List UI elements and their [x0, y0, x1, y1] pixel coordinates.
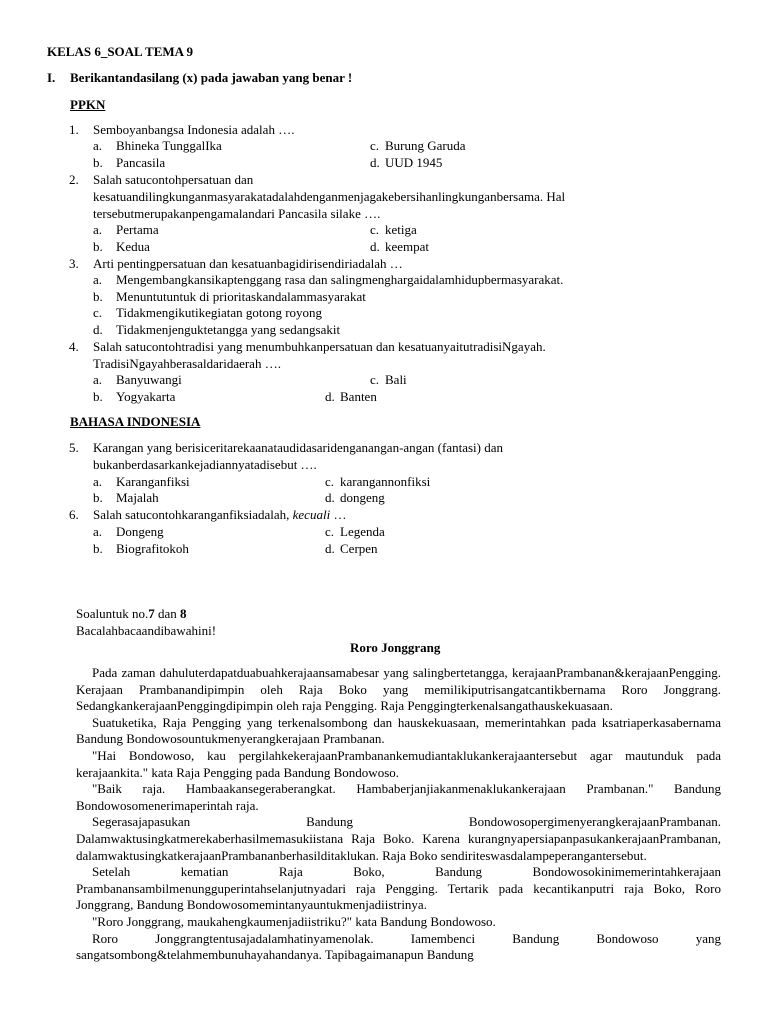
option-text: Biografitokoh	[116, 541, 189, 556]
story-paragraph: "Baik raja. Hambaakansegeraberangkat. Hambaberjanjiakanmenaklukankerajaan Prambanan." Bandung Bondowosomenerimaperintah raja.	[76, 781, 721, 813]
option-letter[interactable]: c.	[370, 138, 380, 153]
option-text: Karanganfiksi	[116, 474, 190, 489]
option-text: Pancasila	[116, 155, 166, 170]
option-text: Menuntutuntuk di prioritaskandalammasyarakat	[116, 289, 366, 304]
option-text: Legenda	[340, 524, 385, 539]
story-paragraph: Setelah kematian Raja Boko, Bandung Bondowosokinimemerintahkerajaan Prambanansambilmenungguperintahselanjutnyadari raja Pengging. Tertarik pada kecantikanputri raja Boko, Roro Jonggrang, Bandung Bondowosomemintanyauntukmenjadiistrinya.	[76, 864, 721, 913]
option-text: Pertama	[116, 222, 159, 237]
story-paragraph: Segerasajapasukan Bandung BondowosopergimenyerangkerajaanPrambanan. Dalamwaktusingkatmerekaberhasilmemasukiistana Raja Boko. Karena kurangnyapersiapanpasukankerajaanPrambanan, dalamwaktusingkatkerajaanPrambananberhasilditaklukan. Raja Boko sendiriteswasdalampeperangantersebut.	[76, 814, 721, 863]
option-letter[interactable]: a.	[93, 138, 103, 153]
option-letter[interactable]: d.	[370, 239, 380, 254]
reading-intro-mid: dan	[154, 606, 181, 621]
question-number: 3.	[69, 256, 79, 271]
option-letter[interactable]: a.	[93, 524, 103, 539]
option-letter[interactable]: d.	[325, 490, 335, 505]
option-letter[interactable]: b.	[93, 389, 103, 404]
option-letter[interactable]: c.	[325, 474, 335, 489]
question-text	[93, 507, 346, 524]
option-letter[interactable]: d.	[325, 389, 335, 404]
bahasa-heading: BAHASA INDONESIA	[70, 414, 201, 429]
option-text: Tidakmenjenguktetangga yang sedangsakit	[116, 322, 341, 337]
question-number: 4.	[69, 339, 79, 354]
story-paragraph: Suatuketika, Raja Pengging yang terkenalsombong dan hauskekuasaan, memerintahkan pada ksatriaperkasabernama Bandung Bondowosountukmenyerangkerajaan Prambanan.	[76, 714, 721, 747]
reading-intro	[76, 606, 187, 623]
option-text: keempat	[385, 239, 430, 254]
option-letter[interactable]: b.	[93, 289, 103, 304]
option-letter[interactable]: b.	[93, 490, 103, 505]
option-text: Tidakmengikutikegiatan gotong royong	[116, 305, 323, 320]
option-letter[interactable]: d.	[370, 155, 380, 170]
option-text: ketiga	[385, 222, 417, 237]
question-text-line: Salah satucontohtradisi yang menumbuhkanpersatuan dan kesatuanyaitutradisiNgayah.	[93, 339, 546, 354]
option-text: Banyuwangi	[116, 372, 182, 387]
reading-intro-num2: 8	[180, 606, 187, 621]
option-text: Bhineka TunggalIka	[116, 138, 222, 153]
story-title: Roro Jonggrang	[350, 640, 441, 655]
option-text: UUD 1945	[385, 155, 443, 170]
question-number: 1.	[69, 122, 79, 137]
question-text: Arti pentingpersatuan dan kesatuanbagidirisendiriadalah …	[93, 256, 403, 271]
story-paragraph: Roro Jonggrangtentusajadalamhatinyamenolak. Iamembenci Bandung Bondowoso yang sangatsombong&telahmembunuhayahandanya. Tapibagaimanapun Bandung	[76, 930, 721, 963]
option-text: Bali	[385, 372, 407, 387]
option-letter[interactable]: a.	[93, 474, 103, 489]
option-text: Kedua	[116, 239, 150, 254]
option-text: Mengembangkansikaptenggang rasa dan salingmenghargaidalamhidupbermasyarakat.	[116, 272, 564, 287]
instruction: Berikantandasilang (x) pada jawaban yang benar !	[70, 70, 353, 85]
question-text-main: Salah satucontohkaranganfiksiadalah,	[93, 507, 290, 522]
question-text-line: TradisiNgayahberasaldaridaerah ….	[93, 356, 281, 371]
ppkn-heading: PPKN	[70, 97, 106, 112]
option-letter[interactable]: c.	[93, 305, 103, 320]
option-text: dongeng	[340, 490, 385, 505]
option-text: Banten	[340, 389, 377, 404]
option-letter[interactable]: a.	[93, 372, 103, 387]
story-paragraph: "Hai Bondowoso, kau pergilahkekerajaanPrambanankemudiantaklukankerajaantersebut agar mautunduk pada kerajaankita." kata Raja Pengging pada Bandung Bondowoso.	[76, 747, 721, 780]
question-text-line: Karangan yang berisiceritarekaanataudidasaridenganangan-angan (fantasi) dan	[93, 440, 504, 455]
question-number: 2.	[69, 172, 79, 187]
option-letter[interactable]: b.	[93, 155, 103, 170]
option-letter[interactable]: a.	[93, 222, 103, 237]
question-number: 5.	[69, 440, 79, 455]
option-letter[interactable]: c.	[325, 524, 335, 539]
option-letter[interactable]: d.	[325, 541, 335, 556]
reading-intro-pre: Soaluntuk no.	[76, 606, 149, 621]
option-letter[interactable]: d.	[93, 322, 103, 337]
option-text: Yogyakarta	[116, 389, 176, 404]
option-text: Dongeng	[116, 524, 164, 539]
option-letter[interactable]: c.	[370, 372, 380, 387]
reading-intro-num1: 7	[148, 606, 155, 621]
option-letter[interactable]: c.	[370, 222, 380, 237]
question-text-line: kesatuandilingkunganmasyarakatadalahdenganmenjagakebersihanlingkunganbersama. Hal	[93, 189, 566, 204]
option-text: Majalah	[116, 490, 159, 505]
question-text-italic: kecuali	[292, 507, 331, 522]
section-number: I.	[47, 70, 56, 85]
option-text: karangannonfiksi	[340, 474, 431, 489]
question-text: Semboyanbangsa Indonesia adalah ….	[93, 122, 295, 137]
question-text-line: bukanberdasarkankejadiannyatadisebut ….	[93, 457, 317, 472]
class-title: KELAS 6_SOAL TEMA 9	[47, 44, 194, 59]
story-body	[76, 665, 721, 964]
option-letter[interactable]: a.	[93, 272, 103, 287]
option-text: Burung Garuda	[385, 138, 466, 153]
option-letter[interactable]: b.	[93, 541, 103, 556]
option-letter[interactable]: b.	[93, 239, 103, 254]
story-paragraph: Pada zaman dahuluterdapatduabuahkerajaansamabesar yang salingbertetangga, kerajaanPrambanan&kerajaanPengging. Kerajaan Prambanandipimpin oleh Raja Boko yang memilikiputrisangatcantikbernama Roro Jonggrang. SedangkankerajaanPenggingdipimpin oleh raja Pengging. Raja Penggingterkenalsangathauskekuasaan.	[76, 665, 721, 714]
question-text-end: …	[333, 507, 347, 522]
story-paragraph: "Roro Jonggrang, maukahengkaumenjadiistriku?" kata Bandung Bondowoso.	[92, 913, 496, 929]
option-text: Cerpen	[340, 541, 378, 556]
question-number: 6.	[69, 507, 79, 522]
reading-instruction: Bacalahbacaandibawahini!	[76, 623, 217, 638]
question-text-line: tersebutmerupakanpengamalandari Pancasila silake ….	[93, 206, 381, 221]
question-text-line: Salah satucontohpersatuan dan	[93, 172, 254, 187]
